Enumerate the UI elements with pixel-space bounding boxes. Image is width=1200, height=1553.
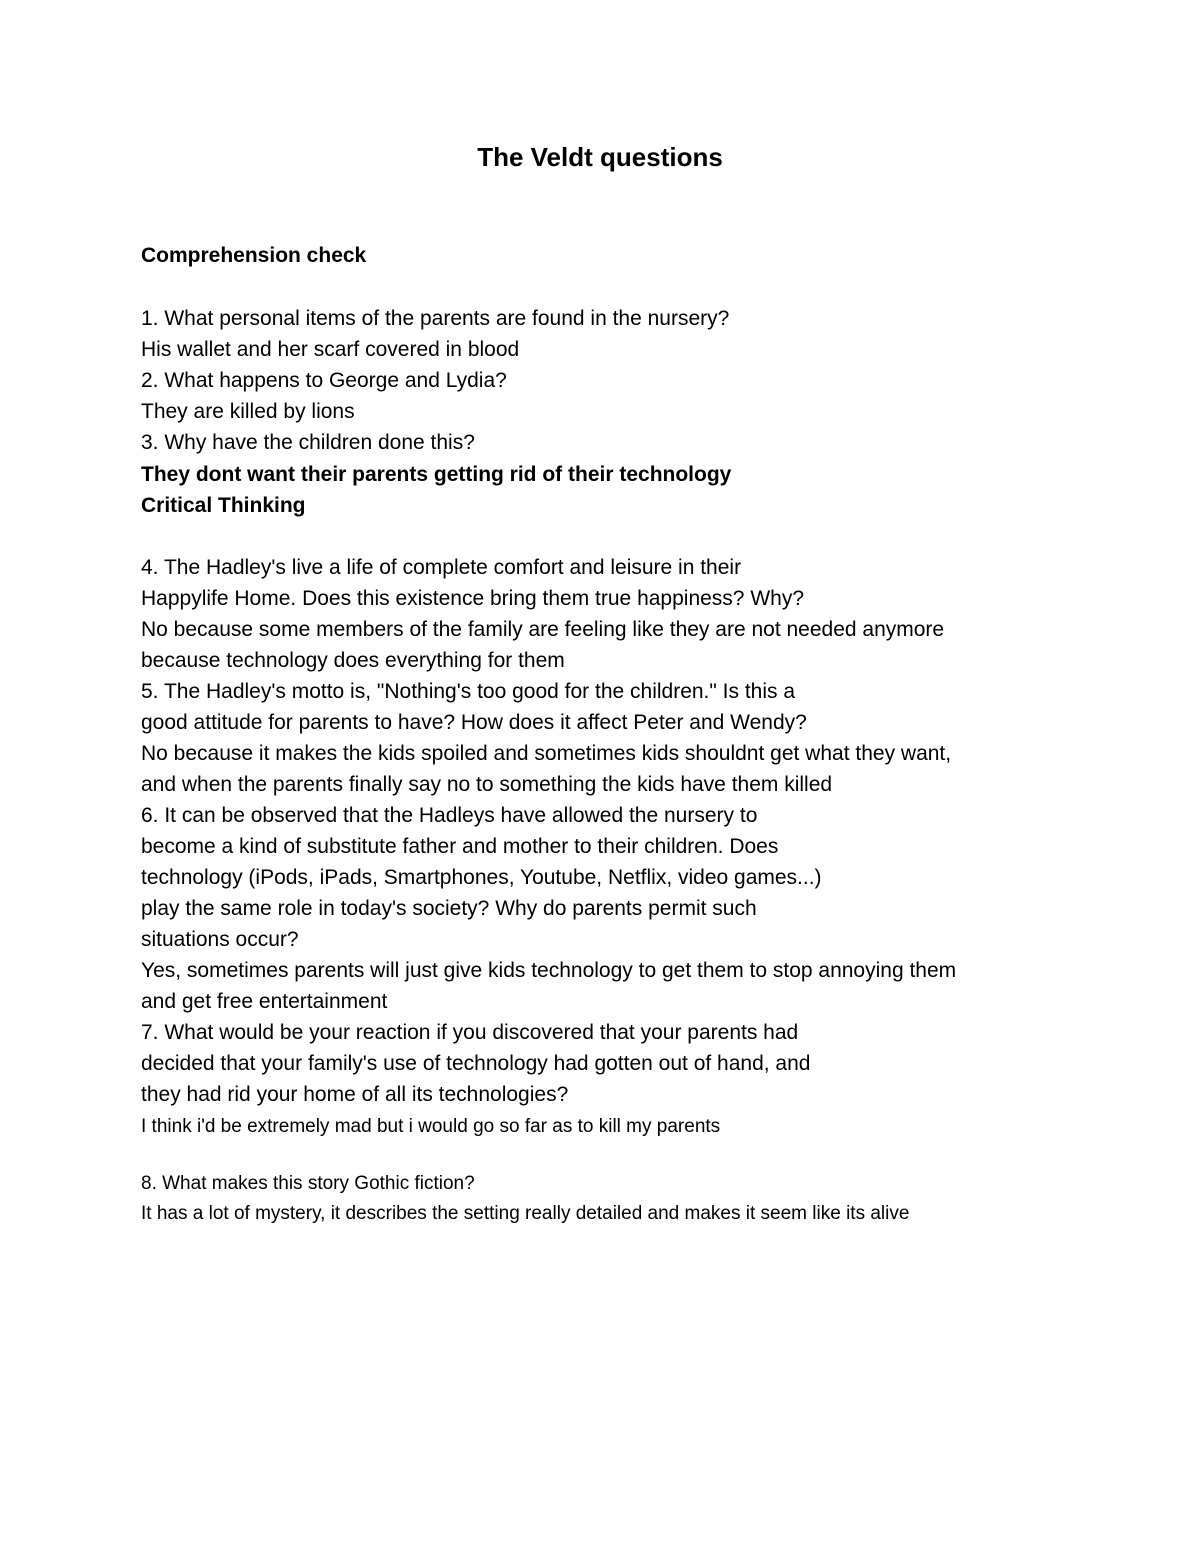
question-8: 8. What makes this story Gothic fiction? (141, 1173, 475, 1194)
question-5-line-2: good attitude for parents to have? How does it affect Peter and Wendy? (141, 711, 807, 734)
answer-7: I think i'd be extremely mad but i would go so far as to kill my parents (141, 1116, 721, 1137)
question-4-line-2: Happylife Home. Does this existence bring them true happiness? Why? (141, 587, 804, 610)
question-3: 3. Why have the children done this? (141, 431, 475, 454)
answer-5-line-1: No because it makes the kids spoiled and sometimes kids shouldnt get what they want, (141, 742, 952, 765)
question-4-line-1: 4. The Hadley's live a life of complete comfort and leisure in their (141, 556, 742, 579)
answer-5-line-2: and when the parents finally say no to something the kids have them killed (141, 773, 833, 796)
section-heading-comprehension: Comprehension check (141, 244, 367, 267)
answer-6-line-2: and get free entertainment (141, 990, 388, 1013)
answer-3: They dont want their parents getting rid of their technology (141, 463, 732, 486)
question-6-line-5: situations occur? (141, 928, 299, 951)
section-heading-critical-thinking: Critical Thinking (141, 494, 306, 517)
question-6-line-4: play the same role in today's society? Why do parents permit such (141, 897, 757, 920)
question-6-line-3: technology (iPods, iPads, Smartphones, Youtube, Netflix, video games...) (141, 866, 822, 889)
answer-4-line-2: because technology does everything for them (141, 649, 565, 672)
answer-4-line-1: No because some members of the family are feeling like they are not needed anymore (141, 618, 945, 641)
answer-8: It has a lot of mystery, it describes the setting really detailed and makes it seem like its alive (141, 1203, 910, 1224)
document-title: The Veldt questions (477, 142, 723, 172)
answer-1: His wallet and her scarf covered in blood (141, 338, 520, 361)
question-7-line-3: they had rid your home of all its technologies? (141, 1083, 569, 1106)
question-6-line-2: become a kind of substitute father and mother to their children. Does (141, 835, 779, 858)
question-5-line-1: 5. The Hadley's motto is, "Nothing's too good for the children." Is this a (141, 680, 796, 703)
question-7-line-1: 7. What would be your reaction if you discovered that your parents had (141, 1021, 799, 1044)
question-6-line-1: 6. It can be observed that the Hadleys have allowed the nursery to (141, 804, 758, 827)
question-7-line-2: decided that your family's use of technology had gotten out of hand, and (141, 1052, 811, 1075)
answer-6-line-1: Yes, sometimes parents will just give kids technology to get them to stop annoying them (141, 959, 957, 982)
answer-2: They are killed by lions (141, 400, 355, 423)
question-1: 1. What personal items of the parents are found in the nursery? (141, 307, 730, 330)
question-2: 2. What happens to George and Lydia? (141, 369, 507, 392)
